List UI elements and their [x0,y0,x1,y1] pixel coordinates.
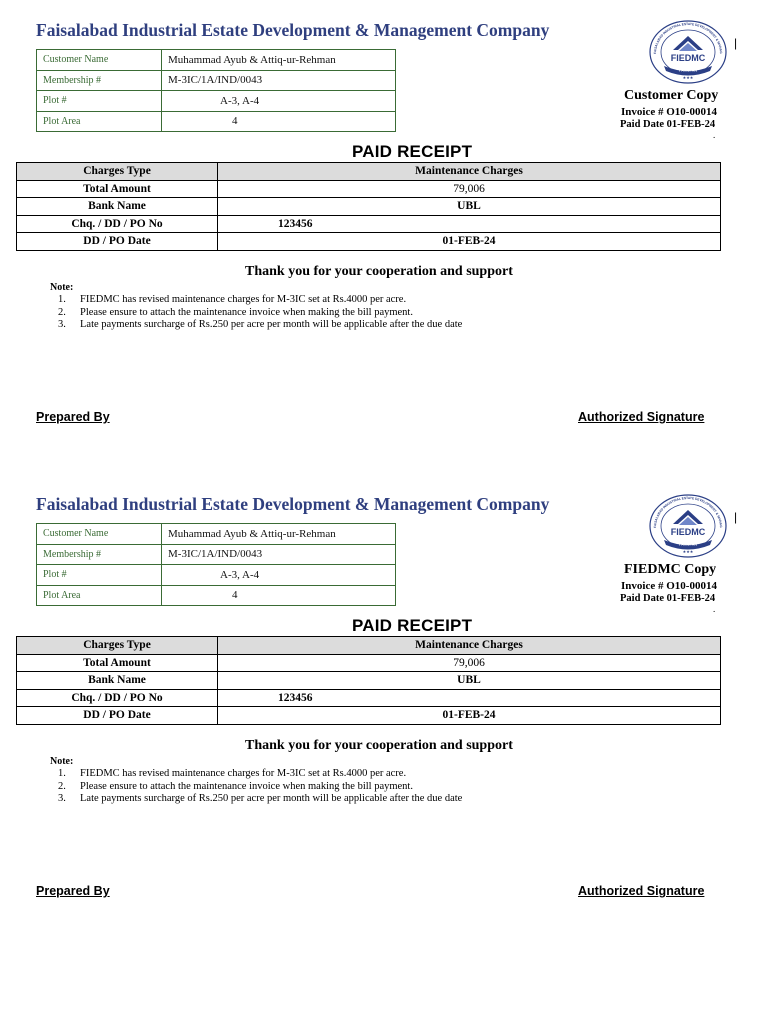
company-name: Faisalabad Industrial Estate Development & Management Company [36,494,550,514]
membership-label: Membership # [37,70,162,91]
thank-you-message: Thank you for your cooperation and support [245,264,513,279]
charges-header-row [17,637,721,655]
membership-row [37,70,396,91]
notes-list [58,294,462,332]
total-amount-label: Total Amount [17,654,218,672]
note-number: 3. [58,319,66,330]
svg-text:★★★: ★★★ [682,549,694,554]
paid-date: Paid Date 01-FEB-24 [620,593,716,604]
logo-text: FIEDMC [670,527,706,537]
customer-name-label: Customer Name [37,524,162,545]
company-name: Faisalabad Industrial Estate Development & Management Company [36,20,550,40]
prepared-by-label: Prepared By [36,410,110,424]
thank-you-message: Thank you for your cooperation and support [245,738,513,753]
paid-receipt-heading: PAID RECEIPT [352,616,473,635]
logo-text: FIEDMC [670,53,706,63]
charges-table [16,636,721,725]
plot-label: Plot # [37,91,162,112]
note-text: Late payments surcharge of Rs.250 per acre per month will be applicable after the due date [80,319,463,330]
cheque-number-row [17,689,721,707]
total-amount-row [17,654,721,672]
paid-receipt-heading: PAID RECEIPT [352,142,473,161]
authorized-signature-label: Authorized Signature [578,884,705,898]
membership-label: Membership # [37,544,162,565]
plot-label: Plot # [37,565,162,586]
fiedmc-logo [646,18,730,84]
bank-name-value: UBL [218,672,721,690]
logo-ring-text: FAISALABAD INDUSTRIAL ESTATE DEVELOPMENT & MANAG [652,495,724,529]
copy-title: Customer Copy [624,88,719,103]
plot-area-label: Plot Area [37,111,162,132]
customer-name-value: Muhammad Ayub & Attiq-ur-Rehman [162,50,396,71]
note-item [58,307,462,320]
cheque-number-value: 123456 [218,215,721,233]
total-amount-row [17,180,721,198]
note-number: 3. [58,793,66,804]
cheque-number-label: Chq. / DD / PO No [17,215,218,233]
svg-text:★★★: ★★★ [682,75,694,80]
logo-country-text: PAKISTAN [679,68,697,73]
note-text: FIEDMC has revised maintenance charges for M-3IC set at Rs.4000 per acre. [80,768,407,779]
plot-area-row [37,585,396,606]
membership-value: M-3IC/1A/IND/0043 [162,544,396,565]
po-date-label: DD / PO Date [17,707,218,725]
cheque-number-label: Chq. / DD / PO No [17,689,218,707]
po-date-value: 01-FEB-24 [218,233,721,251]
invoice-number: Invoice # O10-00014 [621,580,717,592]
bank-name-value: UBL [218,198,721,216]
customer-name-row [37,524,396,545]
notes-list [58,768,462,806]
customer-name-label: Customer Name [37,50,162,71]
note-text: Please ensure to attach the maintenance invoice when making the bill payment. [80,306,413,318]
authorized-signature-label: Authorized Signature [578,410,705,424]
copy-title: FIEDMC Copy [624,562,717,577]
note-number: 1. [58,768,66,779]
bank-name-row [17,672,721,690]
bank-name-row [17,198,721,216]
prepared-by-label: Prepared By [36,884,110,898]
note-text: Late payments surcharge of Rs.250 per acre per month will be applicable after the due date [80,793,463,804]
plot-area-value: 4 [162,111,396,132]
plot-value: A-3, A-4 [162,91,396,112]
note-title: Note: [50,756,74,767]
po-date-row [17,707,721,725]
mark-tick: | [734,36,738,50]
total-amount-label: Total Amount [17,180,218,198]
membership-value: M-3IC/1A/IND/0043 [162,70,396,91]
fiedmc-copy-receipt [0,474,768,948]
customer-name-value: Muhammad Ayub & Attiq-ur-Rehman [162,524,396,545]
plot-area-value: 4 [162,585,396,606]
mark-tick: | [734,510,738,524]
dot-mark: . [713,604,716,614]
charges-type-value: Maintenance Charges [218,637,721,655]
po-date-label: DD / PO Date [17,233,218,251]
plot-value: A-3, A-4 [162,565,396,586]
customer-info-table [36,523,396,606]
customer-name-row [37,50,396,71]
note-item [58,781,462,794]
plot-area-row [37,111,396,132]
note-number: 2. [58,780,66,792]
logo-country-text: PAKISTAN [679,542,697,547]
note-item [58,793,462,806]
fiedmc-logo [646,492,730,558]
note-item [58,294,462,307]
bank-name-label: Bank Name [17,198,218,216]
note-number: 2. [58,306,66,318]
po-date-value: 01-FEB-24 [218,707,721,725]
note-number: 1. [58,294,66,305]
plot-row [37,565,396,586]
note-item [58,319,462,332]
note-title: Note: [50,282,74,293]
charges-table [16,162,721,251]
dot-mark: . [713,130,716,140]
total-amount-value: 79,006 [218,180,721,198]
plot-row [37,91,396,112]
charges-type-label: Charges Type [17,163,218,181]
customer-info-table [36,49,396,132]
bank-name-label: Bank Name [17,672,218,690]
membership-row [37,544,396,565]
customer-copy-receipt [0,0,768,474]
charges-header-row [17,163,721,181]
note-item [58,768,462,781]
cheque-number-row [17,215,721,233]
invoice-number: Invoice # O10-00014 [621,106,717,118]
charges-type-value: Maintenance Charges [218,163,721,181]
note-text: FIEDMC has revised maintenance charges for M-3IC set at Rs.4000 per acre. [80,294,407,305]
logo-ring-text: FAISALABAD INDUSTRIAL ESTATE DEVELOPMENT & MANAG [652,21,724,55]
note-text: Please ensure to attach the maintenance invoice when making the bill payment. [80,780,413,792]
charges-type-label: Charges Type [17,637,218,655]
plot-area-label: Plot Area [37,585,162,606]
cheque-number-value: 123456 [218,689,721,707]
total-amount-value: 79,006 [218,654,721,672]
po-date-row [17,233,721,251]
paid-date: Paid Date 01-FEB-24 [620,119,716,130]
